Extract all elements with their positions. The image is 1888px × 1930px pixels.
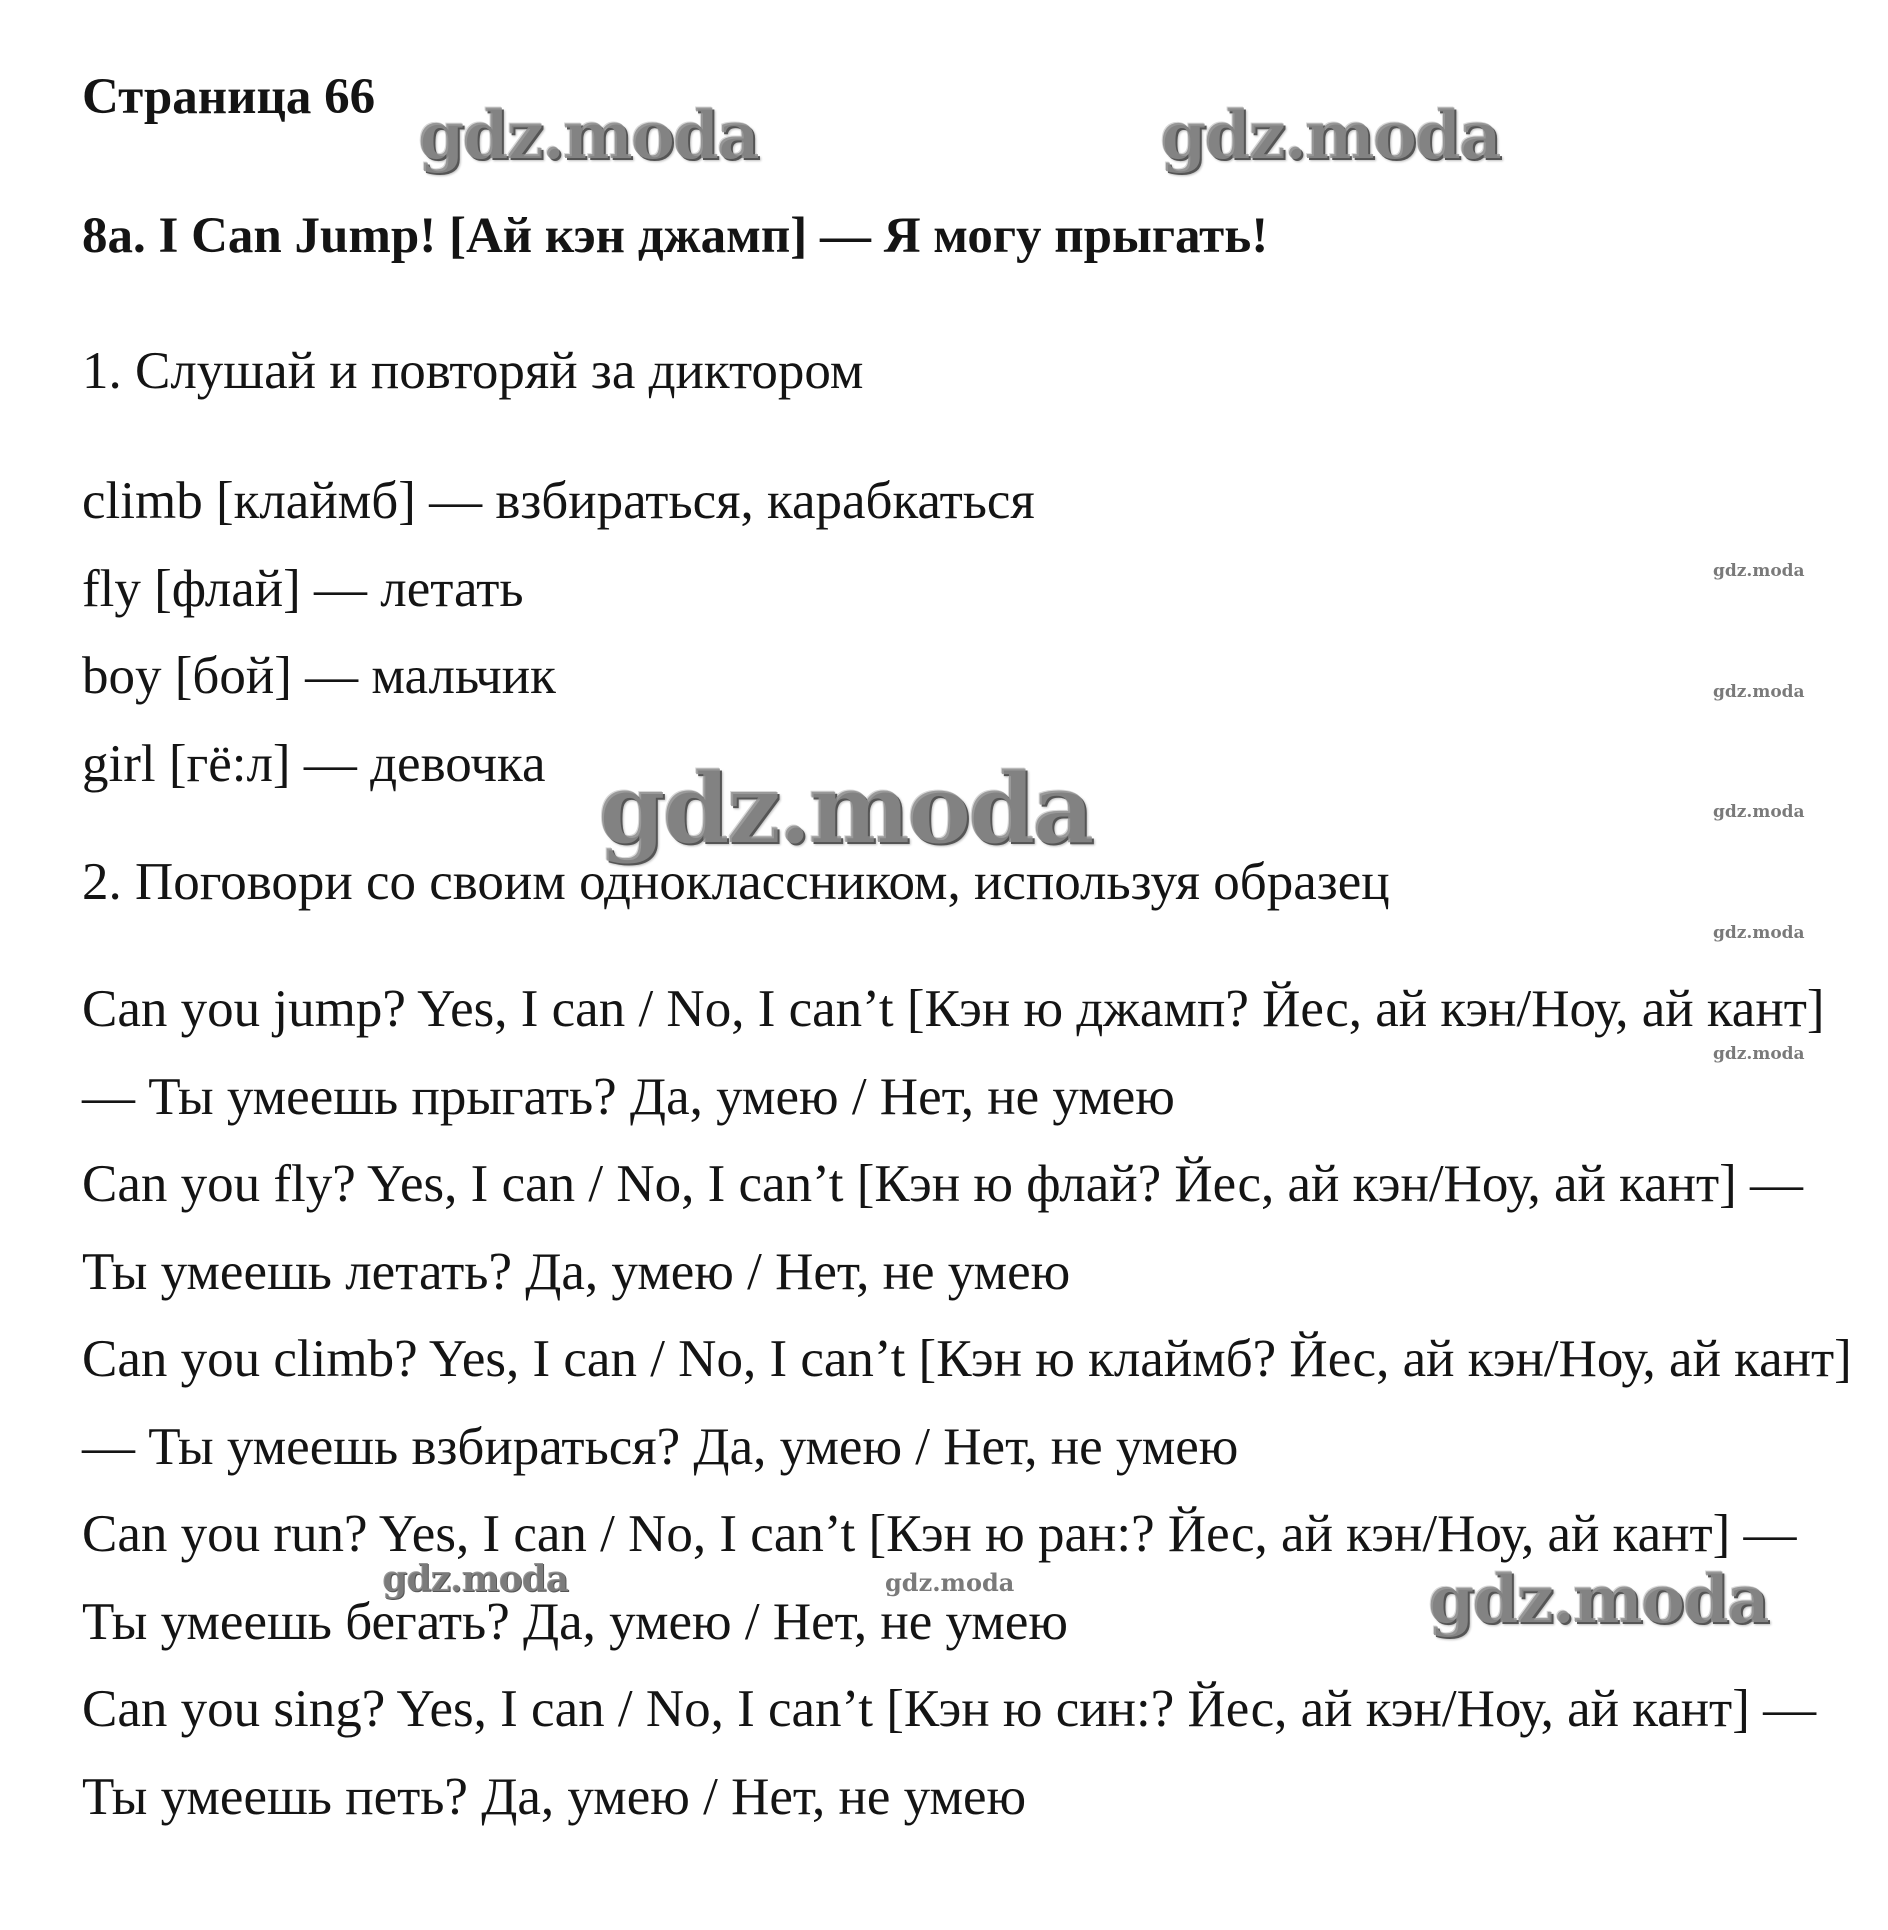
watermark: gdz.moda <box>1428 1560 1768 1638</box>
watermark-small: gdz.moda <box>1713 682 1805 702</box>
watermark-small: gdz.moda <box>1713 802 1805 822</box>
dialog-item: Can you sing? Yes, I can / No, I can’t [Кэн ю син:? Йес, ай кэн/Ноу, ай кант] — Ты умеешь петь? Да, умею / Нет, не умею <box>82 1680 1817 1826</box>
vocab-item: fly [флай] — летать <box>82 559 524 618</box>
task-1-instruction: 1. Слушай и повторяй за диктором <box>82 342 864 400</box>
dialog-item: Can you climb? Yes, I can / No, I can’t [Кэн ю клаймб? Йес, ай кэн/Ноу, ай кант] — Ты умеешь взбираться? Да, умею / Нет, не умею <box>82 1330 1852 1476</box>
watermark: gdz.moda <box>1160 96 1500 174</box>
task-2-instruction: 2. Поговори со своим одноклассником, используя образец <box>82 853 1390 911</box>
watermark-small: gdz.moda <box>1713 1044 1805 1064</box>
watermark-small: gdz.moda <box>1713 561 1805 581</box>
watermark-small: gdz.moda <box>885 1568 1015 1597</box>
vocab-item: boy [бой] — мальчик <box>82 647 556 705</box>
dialog-examples <box>82 966 1862 1841</box>
lesson-heading: 8a. I Can Jump! [Ай кэн джамп] — Я могу прыгать! <box>82 208 1269 264</box>
watermark: gdz.moda <box>382 1558 568 1600</box>
vocab-item: climb [клаймб] — взбираться, карабкаться <box>82 472 1035 530</box>
watermark-small: gdz.moda <box>1713 923 1805 943</box>
page-title: Страница 66 <box>82 69 376 125</box>
dialog-item: Can you fly? Yes, I can / No, I can’t [Кэн ю флай? Йес, ай кэн/Ноу, ай кант] — Ты умеешь летать? Да, умею / Нет, не умею <box>82 1155 1804 1301</box>
watermark: gdz.moda <box>598 752 1092 865</box>
vocab-item: girl [гё:л] — девочка <box>82 734 546 793</box>
watermark: gdz.moda <box>418 96 758 174</box>
dialog-item: Can you jump? Yes, I can / No, I can’t [Кэн ю джамп? Йес, ай кэн/Ноу, ай кант] — Ты умеешь прыгать? Да, умею / Нет, не умею <box>82 980 1825 1126</box>
dialog-item: Can you run? Yes, I can / No, I can’t [Кэн ю ран:? Йес, ай кэн/Ноу, ай кант] — Ты умеешь бегать? Да, умею / Нет, не умею <box>82 1505 1797 1651</box>
